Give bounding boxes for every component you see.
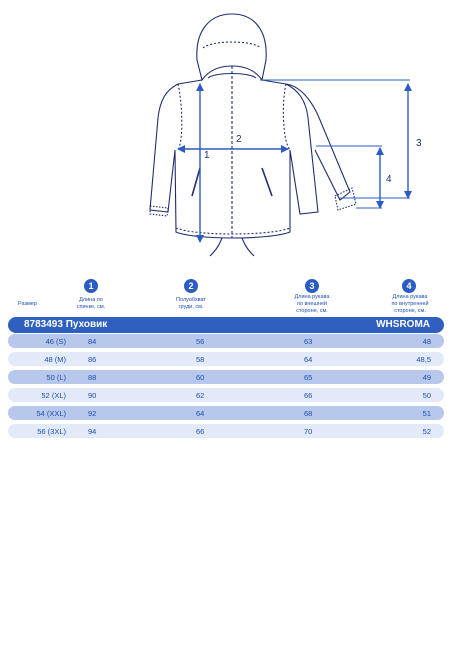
size-cell: 56 (3XL)	[37, 427, 66, 436]
sleeve-inner-cell: 50	[422, 391, 431, 400]
column-header-3: Длина рукава по внешней стороне, см.	[294, 294, 330, 314]
product-title: 8783493 Пуховик	[24, 319, 108, 330]
table-row	[8, 334, 444, 348]
sleeve-outer-cell: 63	[304, 337, 313, 346]
column-header-4: Длина рукава по внутренней стороне, см.	[391, 294, 429, 314]
table-row	[8, 388, 444, 402]
sleeve-outer-cell: 68	[304, 409, 313, 418]
table-row	[8, 370, 444, 384]
sleeve-outer-cell: 64	[304, 355, 313, 364]
marker-2: 2	[236, 134, 242, 145]
half-chest-cell: 64	[196, 409, 205, 418]
column-header-1: Длина по спинке, см.	[76, 297, 106, 310]
sleeve-inner-cell: 48	[422, 337, 431, 346]
size-cell: 50 (L)	[46, 373, 66, 382]
brand-name: WHSROMA	[376, 319, 430, 330]
sleeve-inner-cell: 52	[422, 427, 431, 436]
sleeve-inner-cell: 49	[422, 373, 431, 382]
half-chest-cell: 58	[196, 355, 205, 364]
back-length-cell: 90	[88, 391, 97, 400]
column-badge-2: 2	[184, 279, 198, 293]
size-cell: 54 (XXL)	[36, 409, 66, 418]
size-column-label: Размер	[18, 301, 37, 307]
table-row	[8, 424, 444, 438]
sleeve-outer-cell: 70	[304, 427, 313, 436]
back-length-cell: 86	[88, 355, 97, 364]
sleeve-inner-cell: 48,5	[416, 355, 431, 364]
column-badge-3: 3	[305, 279, 319, 293]
sleeve-outer-cell: 65	[304, 373, 313, 382]
sleeve-outer-cell: 66	[304, 391, 313, 400]
table-row	[8, 406, 444, 420]
measurement-arrows	[178, 80, 410, 242]
back-length-cell: 94	[88, 427, 97, 436]
column-badge-4: 4	[402, 279, 416, 293]
half-chest-cell: 66	[196, 427, 205, 436]
jacket-outline	[150, 14, 356, 256]
sleeve-inner-cell: 51	[422, 409, 431, 418]
jacket-diagram	[0, 0, 458, 262]
column-badge-1: 1	[84, 279, 98, 293]
product-title-bar	[8, 317, 444, 333]
size-cell: 46 (S)	[45, 337, 66, 346]
marker-3: 3	[416, 138, 422, 149]
half-chest-cell: 60	[196, 373, 205, 382]
table-row	[8, 352, 444, 366]
size-cell: 52 (XL)	[41, 391, 66, 400]
marker-1: 1	[204, 150, 210, 161]
back-length-cell: 84	[88, 337, 97, 346]
column-header-2: Полуобхват груди, см.	[176, 297, 206, 310]
back-length-cell: 88	[88, 373, 97, 382]
marker-4: 4	[386, 174, 392, 185]
size-cell: 48 (M)	[44, 355, 66, 364]
half-chest-cell: 56	[196, 337, 205, 346]
half-chest-cell: 62	[196, 391, 205, 400]
back-length-cell: 92	[88, 409, 97, 418]
